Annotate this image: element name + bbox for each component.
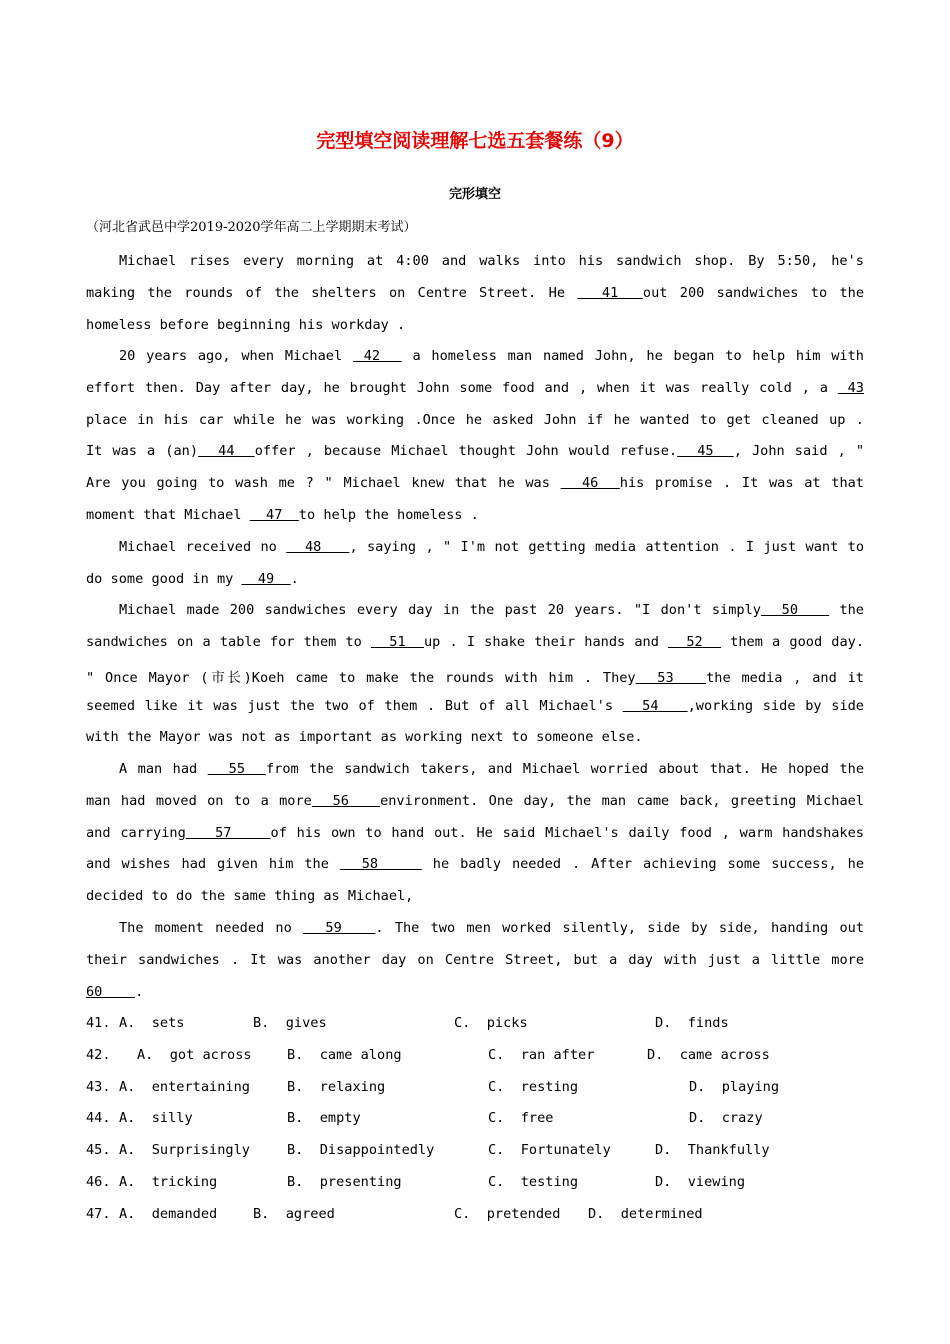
- text-run: them a good day.: [721, 634, 865, 650]
- text-run: the media , and it: [706, 670, 864, 686]
- text-run: up . I shake their hands and: [423, 634, 669, 650]
- question-number: 41.: [86, 1015, 111, 1031]
- question-number: 45.: [86, 1142, 111, 1158]
- option-d: D. viewing: [655, 1174, 746, 1190]
- answer-blank: 59: [302, 920, 376, 936]
- option-d: D. crazy: [689, 1110, 763, 1126]
- option-b: B. agreed: [253, 1206, 335, 1222]
- option-d: D. determined: [588, 1206, 703, 1222]
- text-run: offer , because Michael thought John would refuse.: [254, 443, 678, 459]
- option-c: C. Fortunately: [488, 1142, 611, 1158]
- passage-line: place in his car while he was working .Once he asked John if he wanted to get cleaned up .: [86, 412, 864, 428]
- answer-blank: 56: [311, 793, 381, 809]
- answer-blank: 51: [371, 634, 424, 650]
- text-run: the: [829, 602, 864, 618]
- option-c: C. picks: [454, 1015, 528, 1031]
- passage-line: [86, 984, 864, 1000]
- passage-line: [86, 602, 864, 618]
- passage-line: [86, 571, 864, 587]
- passage-line: decided to do the same thing as Michael,: [86, 888, 414, 904]
- answer-blank: 45: [677, 443, 734, 459]
- text-run: Michael received no: [119, 539, 287, 555]
- text-run: effort then. Day after day, he brought John some food and , when it was really cold , a: [86, 380, 838, 396]
- answer-blank: 55: [207, 761, 266, 777]
- text-run: he badly needed . After achieving some success, he: [421, 856, 864, 872]
- text-run: 20 years ago, when Michael: [119, 348, 353, 364]
- question-number: 47.: [86, 1206, 111, 1222]
- passage-line: [86, 285, 864, 301]
- option-b: B. empty: [287, 1110, 361, 1126]
- passage-line: [86, 825, 864, 841]
- answer-blank: 50: [760, 602, 830, 618]
- text-run: Michael made 200 sandwiches every day in the past 20 years. "I don't simply: [119, 602, 761, 618]
- option-d: D. finds: [655, 1015, 729, 1031]
- text-run: . The two men worked silently, side by side, handing out: [375, 920, 865, 936]
- passage-line: [86, 443, 864, 459]
- passage-line: [86, 920, 864, 936]
- option-a: A. demanded: [119, 1206, 218, 1222]
- option-d: D. came across: [647, 1047, 770, 1063]
- option-b: B. relaxing: [287, 1079, 386, 1095]
- text-run: do some good in my: [86, 571, 242, 587]
- option-b: B. presenting: [287, 1174, 402, 1190]
- passage-line: [86, 475, 864, 491]
- text-run: It was a (an): [86, 443, 199, 459]
- answer-blank: 46: [560, 475, 620, 491]
- option-c: C. resting: [488, 1079, 579, 1095]
- page-title: 完型填空阅读理解七选五套餐练（9）: [316, 130, 634, 152]
- option-b: B. came along: [287, 1047, 402, 1063]
- answer-blank: 53: [635, 670, 707, 686]
- text-run: " Once Mayor (市长)Koeh came to make the rounds with him . They: [86, 670, 636, 686]
- passage-line: [86, 380, 864, 396]
- option-a: A. sets: [119, 1015, 185, 1031]
- answer-blank: 43: [837, 380, 864, 396]
- passage-line: [86, 761, 864, 777]
- answer-blank: 42: [352, 348, 402, 364]
- option-b: B. gives: [253, 1015, 327, 1031]
- passage-line: [86, 348, 864, 364]
- option-c: C. ran after: [488, 1047, 595, 1063]
- option-a: A. tricking: [119, 1174, 218, 1190]
- question-number: 46.: [86, 1174, 111, 1190]
- text-run: to help the homeless .: [298, 507, 479, 523]
- text-run: making the rounds of the shelters on Centre Street. He: [86, 285, 578, 301]
- text-run: Are you going to wash me ? " Michael knew that he was: [86, 475, 561, 491]
- option-c: C. pretended: [454, 1206, 561, 1222]
- text-run: sandwiches on a table for them to: [86, 634, 371, 650]
- option-b: B. Disappointedly: [287, 1142, 435, 1158]
- answer-blank: 47: [249, 507, 299, 523]
- text-run: ,working side by side: [687, 698, 864, 714]
- passage-line: [86, 698, 864, 714]
- text-run: , John said , ": [733, 443, 865, 459]
- answer-blank: 58: [339, 856, 422, 872]
- text-run: .: [290, 571, 299, 587]
- passage-line: [86, 507, 864, 523]
- passage-line: [86, 634, 864, 650]
- answer-blank: 44: [198, 443, 255, 459]
- option-a: A. Surprisingly: [119, 1142, 250, 1158]
- source-note: （河北省武邑中学2019-2020学年高二上学期期末考试）: [86, 220, 417, 235]
- text-run: from the sandwich takers, and Michael worried about that. He hoped the: [265, 761, 865, 777]
- text-run: A man had: [119, 761, 208, 777]
- passage-line: [86, 539, 864, 555]
- text-run: environment. One day, the man came back, greeting Michael: [380, 793, 864, 809]
- option-d: D. Thankfully: [655, 1142, 770, 1158]
- text-run: and carrying: [86, 825, 186, 841]
- text-run: man had moved on to a more: [86, 793, 312, 809]
- passage-line: [86, 793, 864, 809]
- option-a: A. got across: [137, 1047, 252, 1063]
- passage-line: homeless before beginning his workday .: [86, 317, 406, 333]
- answer-blank: 49: [241, 571, 291, 587]
- passage-line: [86, 666, 864, 686]
- option-a: A. silly: [119, 1110, 193, 1126]
- answer-blank: 54: [622, 698, 688, 714]
- answer-blank: 48: [286, 539, 350, 555]
- question-number: 43.: [86, 1079, 111, 1095]
- text-run: , saying , " I'm not getting media attention . I just want to: [349, 539, 865, 555]
- answer-blank: 41: [577, 285, 643, 301]
- question-number: 42.: [86, 1047, 111, 1063]
- text-run: of his own to hand out. He said Michael's daily food , warm handshakes: [270, 825, 864, 841]
- answer-blank: 60: [86, 984, 136, 1000]
- text-run: The moment needed no: [119, 920, 303, 936]
- section-heading: 完形填空: [448, 187, 501, 202]
- text-run: and wishes had given him the: [86, 856, 340, 872]
- option-c: C. free: [488, 1110, 554, 1126]
- text-run: out 200 sandwiches to the: [642, 285, 865, 301]
- question-number: 44.: [86, 1110, 111, 1126]
- text-run: moment that Michael: [86, 507, 250, 523]
- text-run: seemed like it was just the two of them . But of all Michael's: [86, 698, 623, 714]
- answer-blank: 57: [185, 825, 271, 841]
- text-run: .: [135, 984, 144, 1000]
- answer-blank: 52: [668, 634, 722, 650]
- text-run: his promise . It was at that: [619, 475, 864, 491]
- text-run: a homeless man named John, he began to help him with: [401, 348, 864, 364]
- option-a: A. entertaining: [119, 1079, 250, 1095]
- passage-line: their sandwiches . It was another day on Centre Street, but a day with just a little more: [86, 952, 864, 968]
- option-d: D. playing: [689, 1079, 780, 1095]
- option-c: C. testing: [488, 1174, 579, 1190]
- passage-line: Michael rises every morning at 4:00 and walks into his sandwich shop. By 5:50, he's: [119, 253, 864, 269]
- passage-line: [86, 856, 864, 872]
- passage-line: with the Mayor was not as important as working next to someone else.: [86, 729, 643, 745]
